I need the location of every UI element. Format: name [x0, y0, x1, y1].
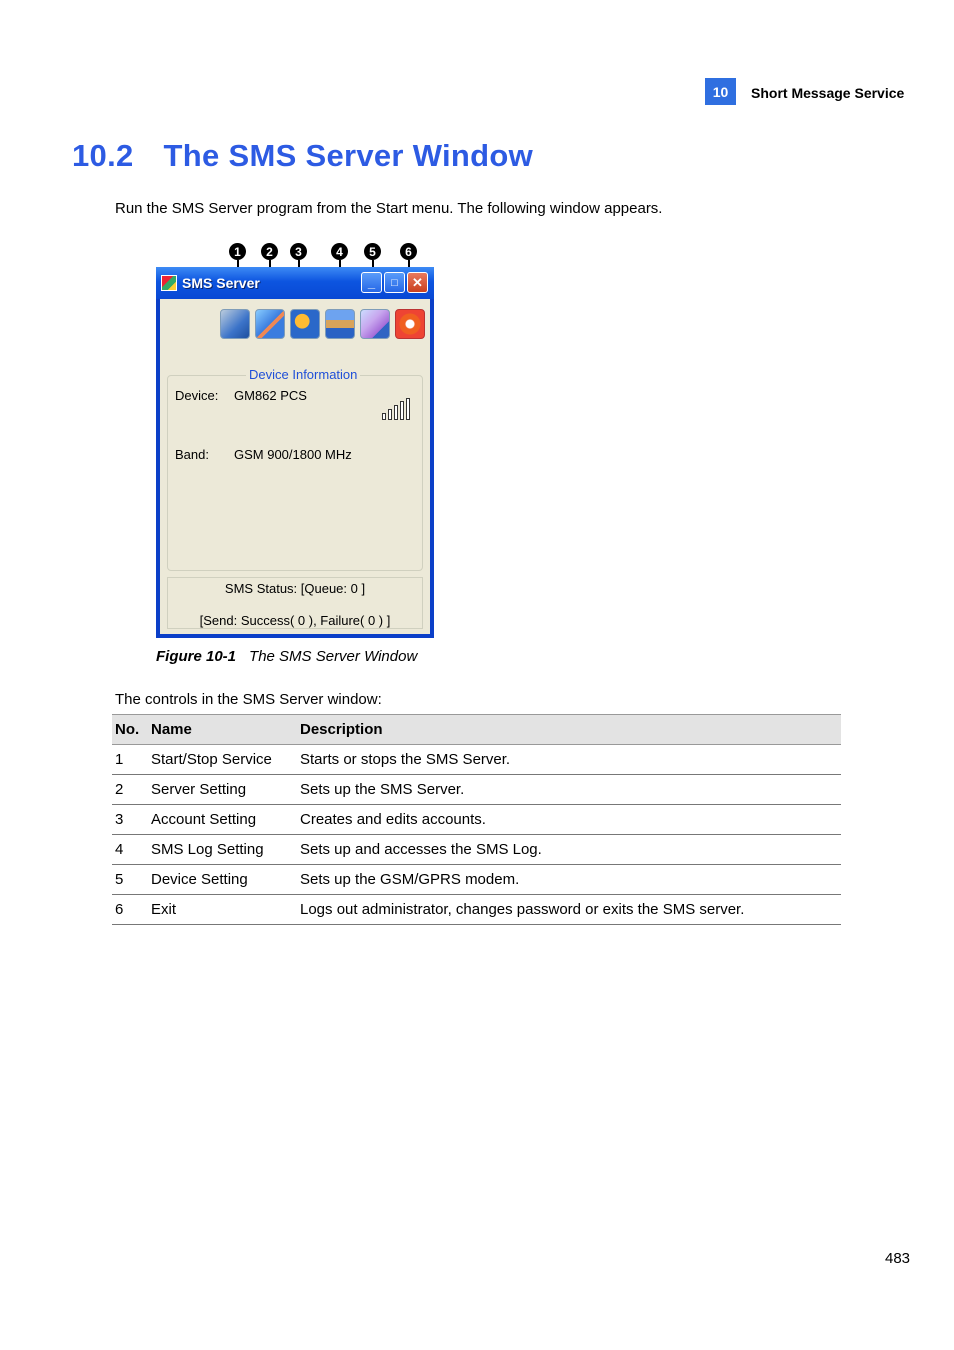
sms-log-setting-icon[interactable] — [325, 309, 355, 339]
column-header-description: Description — [297, 715, 841, 745]
row-name: Device Setting — [148, 865, 297, 895]
window-client-area — [160, 299, 430, 634]
page-number: 483 — [885, 1250, 911, 1267]
row-description: Creates and edits accounts. — [297, 805, 841, 835]
table-row — [112, 775, 841, 805]
device-information-legend: Device Information — [246, 367, 360, 382]
row-no: 6 — [112, 895, 148, 925]
chapter-title: Short Message Service — [751, 85, 905, 101]
table-intro: The controls in the SMS Server window: — [115, 691, 382, 708]
signal-strength-icon — [382, 398, 414, 420]
device-information-group — [167, 367, 423, 571]
table-row — [112, 805, 841, 835]
row-description: Sets up the GSM/GPRS modem. — [297, 865, 841, 895]
sms-status-panel — [167, 577, 423, 629]
column-header-no: No. — [112, 715, 148, 745]
row-description: Logs out administrator, changes password or exits the SMS server. — [297, 895, 841, 925]
sms-server-app-icon — [161, 275, 177, 291]
chapter-number-badge: 10 — [705, 78, 736, 105]
exit-icon[interactable] — [395, 309, 425, 339]
close-button[interactable]: ✕ — [407, 272, 428, 293]
row-no: 2 — [112, 775, 148, 805]
table-row — [112, 895, 841, 925]
row-name: SMS Log Setting — [148, 835, 297, 865]
row-name: Exit — [148, 895, 297, 925]
band-value: GSM 900/1800 MHz — [234, 447, 352, 462]
start-stop-service-icon[interactable] — [220, 309, 250, 339]
section-title: The SMS Server Window — [163, 138, 534, 173]
callout-4: 4 — [331, 243, 348, 260]
callout-6: 6 — [400, 243, 417, 260]
row-description: Starts or stops the SMS Server. — [297, 745, 841, 775]
intro-paragraph: Run the SMS Server program from the Start menu. The following window appears. — [115, 200, 663, 217]
row-name: Server Setting — [148, 775, 297, 805]
figure-label: Figure 10-1 — [156, 648, 237, 665]
maximize-button[interactable]: □ — [384, 272, 405, 293]
callout-3: 3 — [290, 243, 307, 260]
device-label: Device: — [175, 388, 219, 403]
callout-5: 5 — [364, 243, 381, 260]
server-setting-icon[interactable] — [255, 309, 285, 339]
row-name: Account Setting — [148, 805, 297, 835]
callout-2: 2 — [261, 243, 278, 260]
row-no: 3 — [112, 805, 148, 835]
row-description: Sets up and accesses the SMS Log. — [297, 835, 841, 865]
device-setting-icon[interactable] — [360, 309, 390, 339]
row-no: 4 — [112, 835, 148, 865]
table-header-row — [112, 715, 841, 745]
minimize-button[interactable]: _ — [361, 272, 382, 293]
figure-caption-text: The SMS Server Window — [249, 648, 418, 665]
sms-queue-status: SMS Status: [Queue: 0 ] — [224, 581, 366, 596]
table-row — [112, 835, 841, 865]
column-header-name: Name — [148, 715, 297, 745]
account-setting-icon[interactable] — [290, 309, 320, 339]
window-title: SMS Server — [182, 275, 260, 291]
section-heading — [72, 138, 533, 174]
callout-1: 1 — [229, 243, 246, 260]
sms-server-window — [156, 267, 434, 638]
device-value: GM862 PCS — [234, 388, 307, 403]
figure-caption — [156, 648, 417, 665]
table-row — [112, 865, 841, 895]
table-row — [112, 745, 841, 775]
sms-send-status: [Send: Success( 0 ), Failure( 0 ) ] — [199, 613, 391, 628]
row-no: 1 — [112, 745, 148, 775]
row-description: Sets up the SMS Server. — [297, 775, 841, 805]
row-name: Start/Stop Service — [148, 745, 297, 775]
band-label: Band: — [175, 447, 209, 462]
section-number: 10.2 — [72, 138, 134, 173]
controls-table — [112, 714, 841, 925]
window-titlebar[interactable] — [156, 267, 434, 299]
row-no: 5 — [112, 865, 148, 895]
